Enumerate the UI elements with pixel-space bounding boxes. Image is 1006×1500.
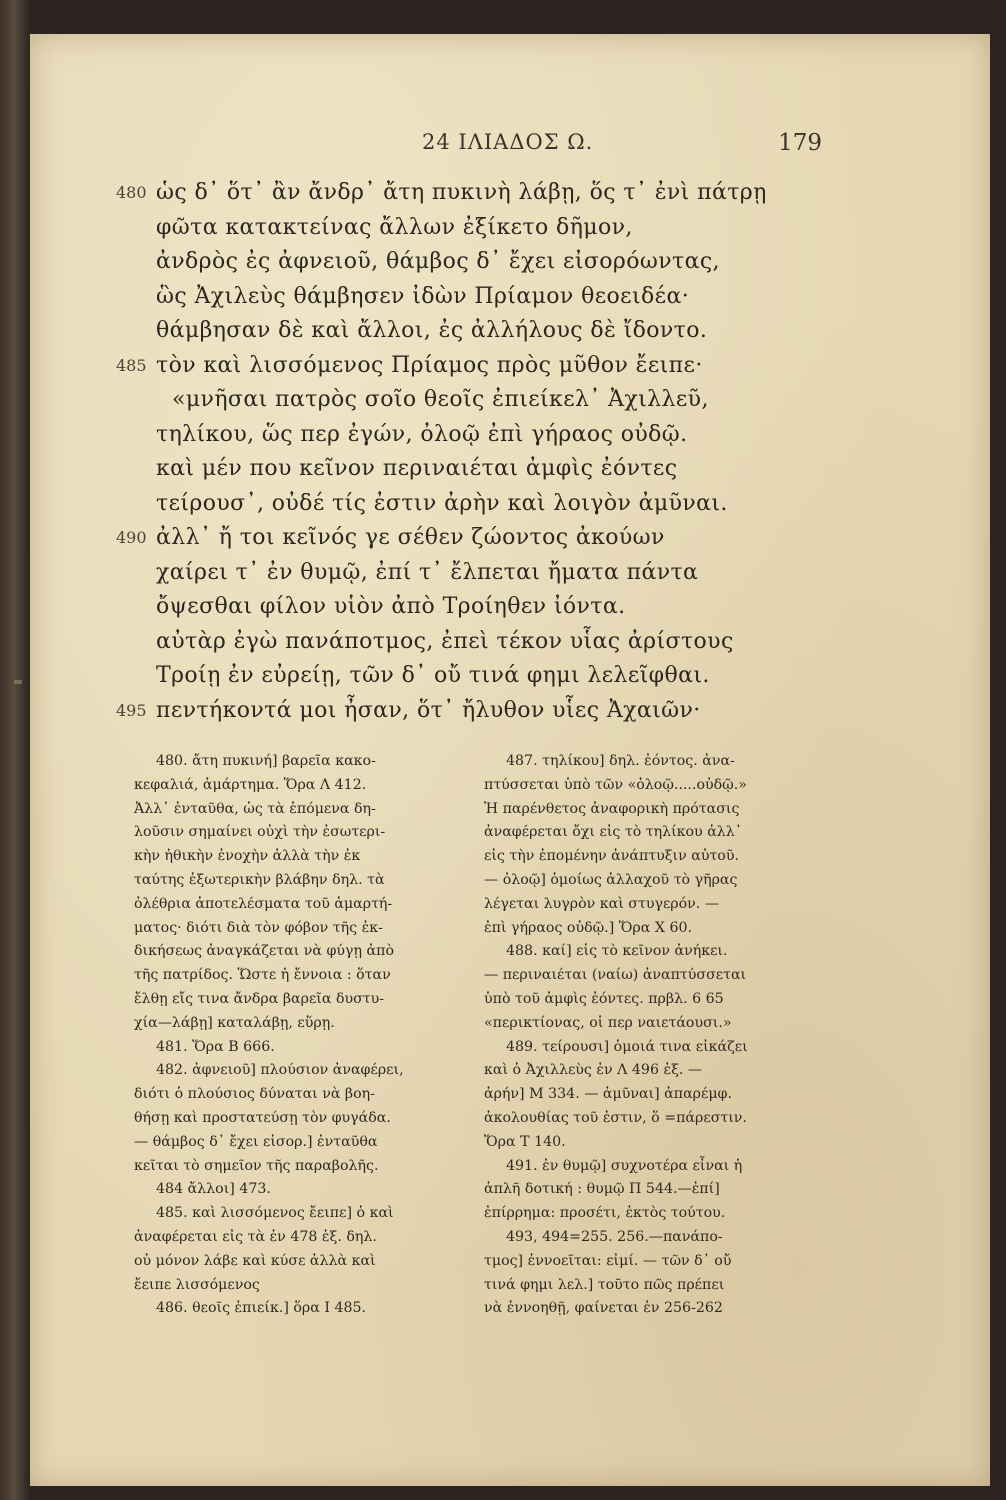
verse-line-text: τηλίκου, ὥς περ ἐγών, ὀλοῷ ἐπὶ γήραος οὐδῷ. [156, 421, 688, 447]
commentary-right-column [484, 750, 824, 1321]
commentary-line: 484 ἄλλοι] 473. [156, 1181, 271, 1198]
verse-line-text: Τροίῃ ἐν εὐρείῃ, τῶν δ᾽ οὔ τινά φημι λελεῖφθαι. [156, 663, 710, 688]
verse-line-text: χαίρει τ᾽ ἐν θυμῷ, ἐπί τ᾽ ἔλπεται ἤματα πάντα [156, 559, 699, 585]
verse-line [30, 314, 990, 349]
commentary-line: ἀκολουθίας τοῦ ἐστιν, ὅ =πάρεστιν. [484, 1109, 747, 1126]
commentary-line: ἀναφέρεται ὄχι εἰς τὸ τηλίκου ἀλλ᾽ [484, 824, 742, 841]
commentary-line: 487. τηλίκου] δηλ. ἐόντος. ἀνα- [506, 753, 735, 769]
commentary-line: δικήσεως ἀναγκάζεται νὰ φύγῃ ἀπὸ [134, 943, 394, 960]
verse-line-number: 485 [116, 355, 147, 375]
verse-line-text: τὸν καὶ λισσόμενος Πρίαμος πρὸς μῦθον ἔειπε· [156, 352, 703, 378]
commentary-line: διότι ὁ πλούσιος δύναται νὰ βοη- [134, 1086, 375, 1103]
commentary-line: ἀρήν] Μ 334. — ἀμῦναι] ἀπαρέμφ. [484, 1086, 733, 1103]
verse-line [30, 245, 990, 280]
commentary-line: Ἀλλ᾽ ἐνταῦθα, ὡς τὰ ἑπόμενα δη- [134, 800, 376, 817]
verse-line [30, 383, 990, 418]
verse-line-text: αὐτὰρ ἐγὼ πανάποτμος, ἐπεὶ τέκον υἷας ἀρίστους [156, 628, 734, 654]
commentary-line: 486. θεοῖς ἐπιείκ.] ὅρα Ι 485. [156, 1300, 367, 1317]
commentary-line: εἰς τὴν ἑπομένην ἀνάπτυξιν αὐτοῦ. [484, 848, 739, 865]
commentary-line: τινά φημι λελ.] τοῦτο πῶς πρέπει [484, 1276, 725, 1293]
running-head: 24 ΙΛΙΑΔΟΣ Ω. [422, 130, 594, 154]
verse-line-text: ἀλλ᾽ ἤ τοι κεῖνός γε σέθεν ζώοντος ἀκούων [156, 525, 665, 550]
commentary-line: ὀλέθρια ἀποτελέσματα τοῦ ἁμαρτή- [134, 895, 393, 912]
verse-line [30, 176, 990, 211]
commentary-line: — περιναιέται (ναίω) ἀναπτύσσεται [484, 967, 747, 984]
verse-line-text: καὶ μέν που κεῖνον περιναιέται ἀμφὶς ἐόντες [156, 456, 678, 481]
commentary-line: ἁπλῆ δοτική : θυμῷ Π 544.—ἐπί] [484, 1181, 720, 1198]
commentary-line: 491. ἐν θυμῷ] συχνοτέρα εἶναι ἡ [506, 1157, 743, 1174]
verse-line [30, 211, 990, 246]
commentary-line: ματος· διότι διὰ τὸν φόβον τῆς ἐκ- [134, 919, 383, 936]
verse-line [30, 625, 990, 660]
commentary-line: Ὅρα Τ 140. [484, 1133, 566, 1150]
verse-line-text: τείρουσ᾽, οὐδέ τίς ἐστιν ἀρὴν καὶ λοιγὸν ἀμῦναι. [156, 490, 728, 516]
verse-line [30, 418, 990, 453]
page-number: 179 [778, 130, 822, 156]
commentary-line: κὴν ἠθικὴν ἐνοχὴν ἀλλὰ τὴν ἐκ [134, 848, 361, 865]
commentary-line: τῆς πατρίδος. Ὥστε ἡ ἔννοια : ὅταν [134, 967, 391, 984]
commentary-line: χία—λάβῃ] καταλάβῃ, εὕρῃ. [134, 1014, 335, 1031]
verse-line [30, 590, 990, 625]
commentary-line: ἔειπε λισσόμενος [134, 1276, 260, 1293]
verse-line [30, 452, 990, 487]
verse-line [30, 556, 990, 591]
commentary-line: νὰ ἐννοηθῇ, φαίνεται ἐν 256-262 [484, 1300, 723, 1317]
verse-line-text: ὄψεσθαι φίλον υἱὸν ἀπὸ Τροίηθεν ἰόντα. [156, 594, 626, 619]
commentary-line: ἔλθῃ εἴς τινα ἄνδρα βαρεῖα δυστυ- [134, 990, 385, 1007]
commentary-line: — θάμβος δ᾽ ἔχει εἰσορ.] ἐνταῦθα [134, 1133, 378, 1150]
commentary-line: 488. καί] εἰς τὸ κεῖνον ἀνήκει. [506, 943, 728, 960]
commentary-line: 485. καὶ λισσόμενος ἔειπε] ὁ καὶ [156, 1205, 394, 1222]
commentary-line: 489. τείρουσι] ὁμοιά τινα εἰκάζει [506, 1038, 748, 1055]
commentary-line: ταύτης ἐξωτερικὴν βλάβην δηλ. τὰ [134, 871, 385, 888]
verse-line-text: ὡς δ᾽ ὅτ᾽ ἂν ἄνδρ᾽ ἄτη πυκινὴ λάβῃ, ὅς τ᾽ ἐνὶ πάτρῃ [156, 180, 767, 205]
commentary-line: οὐ μόνον λάβε καὶ κύσε ἀλλὰ καὶ [134, 1252, 376, 1269]
commentary-line: κεφαλιά, ἁμάρτημα. Ὅρα Λ 412. [134, 776, 367, 793]
binding-edge-mark [14, 680, 22, 684]
commentary-line: «περικτίονας, οἱ περ ναιετάουσι.» [484, 1014, 732, 1031]
verse-line-text: θάμβησαν δὲ καὶ ἄλλοι, ἐς ἀλλήλους δὲ ἴδοντο. [156, 318, 708, 343]
commentary-line: 481. Ὅρα Β 666. [156, 1038, 275, 1055]
commentary-line: 482. ἀφνειοῦ] πλούσιον ἀναφέρει, [156, 1062, 404, 1079]
verse-line-text: «μνῆσαι πατρὸς σοῖο θεοῖς ἐπιείκελ᾽ Ἀχιλλεῦ, [172, 387, 709, 412]
commentary-line: λέγεται λυγρὸν καὶ στυγερόν. — [484, 895, 720, 912]
commentary-line: κεῖται τὸ σημεῖον τῆς παραβολῆς. [134, 1157, 379, 1174]
verse-line [30, 521, 990, 556]
verse-line-text: φῶτα κατακτείνας ἄλλων ἐξίκετο δῆμον, [156, 214, 633, 240]
verse-line [30, 487, 990, 522]
commentary-left-column [134, 750, 474, 1321]
verse-line-text: πεντήκοντά μοι ἦσαν, ὅτ᾽ ἤλυθον υἷες Ἀχαιῶν· [156, 697, 701, 723]
commentary-line: τμος] ἐννοεῖται: εἰμί. — τῶν δ᾽ οὔ [484, 1252, 732, 1269]
commentary-line: λοῦσιν σημαίνει οὐχὶ τὴν ἐσωτερι- [134, 824, 386, 841]
verse-line-number: 480 [116, 183, 147, 202]
verse-text [30, 176, 990, 728]
commentary-line: καὶ ὁ Ἀχιλλεὺς ἐν Λ 496 ἑξ. — [484, 1062, 703, 1079]
verse-line [30, 694, 990, 729]
book-page [30, 34, 990, 1486]
verse-line [30, 349, 990, 384]
page-header [30, 130, 990, 160]
commentary-line: θήσῃ καὶ προστατεύσῃ τὸν φυγάδα. [134, 1109, 391, 1126]
verse-line-number: 490 [116, 528, 147, 547]
verse-line-text: ἀνδρὸς ἐς ἀφνειοῦ, θάμβος δ᾽ ἔχει εἰσορόωντας, [156, 249, 720, 274]
commentary-line: ἐπίρρημα: προσέτι, ἐκτὸς τούτου. [484, 1205, 726, 1222]
commentary-line: — ὀλοῷ] ὁμοίως ἀλλαχοῦ τὸ γῆρας [484, 871, 738, 888]
commentary-line: ἐπὶ γήραος οὐδῷ.] Ὅρα Χ 60. [484, 919, 693, 936]
commentary-line: 493, 494=255. 256.—πανάπο- [506, 1228, 723, 1245]
verse-line-number: 495 [116, 700, 147, 720]
commentary-line: 480. ἄτη πυκινή] βαρεῖα κακο- [156, 753, 376, 769]
commentary-line: πτύσσεται ὑπὸ τῶν «ὀλοῷ.....οὐδῷ.» [484, 776, 747, 793]
commentary-line: ὑπὸ τοῦ ἀμφὶς ἐόντες. πρβλ. 6 65 [484, 990, 724, 1007]
commentary-line: Ἡ παρένθετος ἀναφορικὴ πρότασις [484, 800, 740, 817]
commentary-line: ἀναφέρεται εἰς τὰ ἐν 478 ἑξ. δηλ. [134, 1228, 377, 1245]
verse-line-text: ὣς Ἀχιλεὺς θάμβησεν ἰδὼν Πρίαμον θεοειδέα· [156, 283, 690, 309]
verse-line [30, 280, 990, 315]
verse-line [30, 659, 990, 694]
